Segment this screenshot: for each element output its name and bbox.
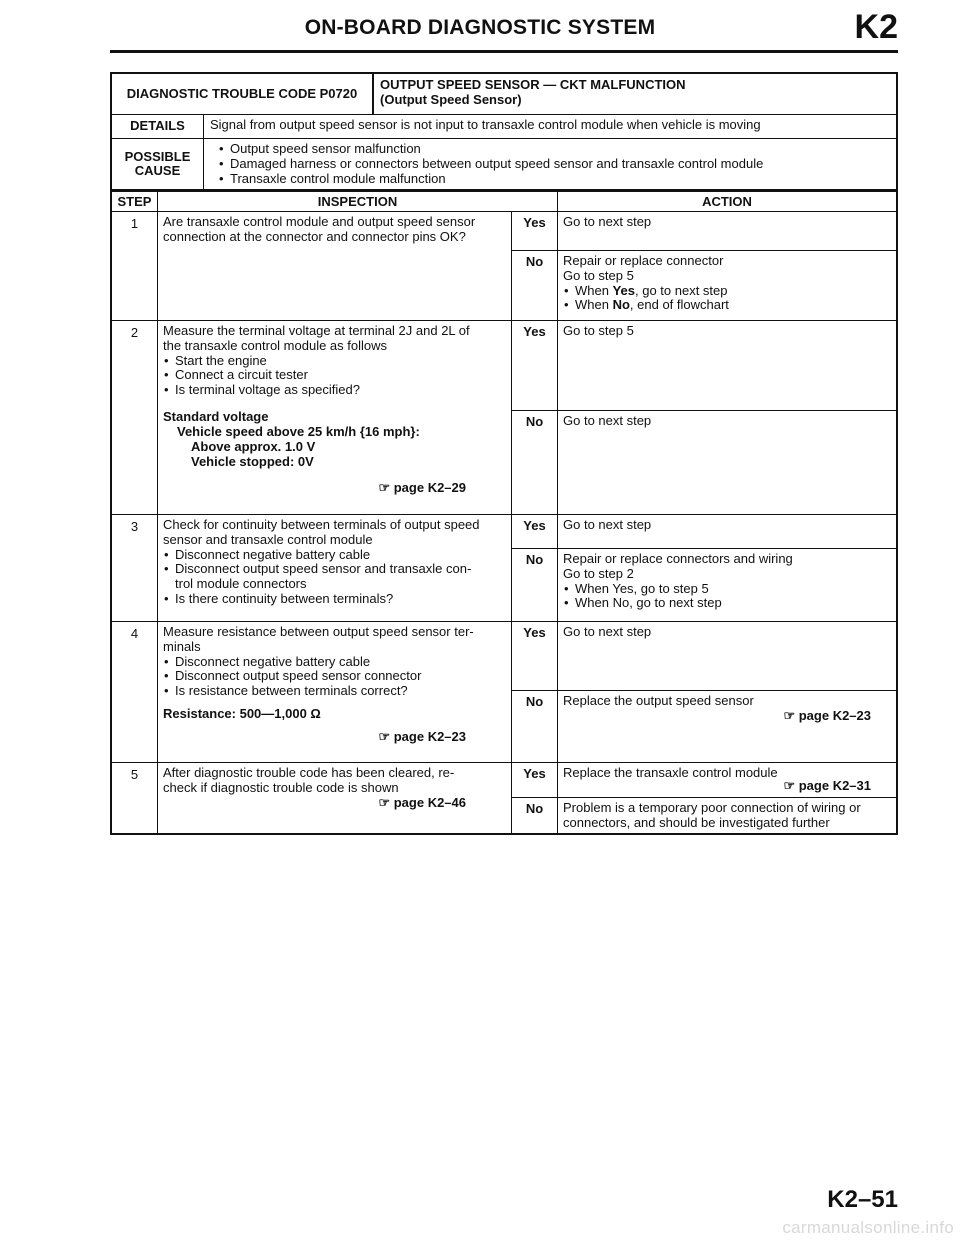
step-actions (512, 515, 896, 621)
step-actions (512, 622, 896, 762)
action-bullet: • When Yes, go to next step (575, 284, 891, 299)
action-line: Problem is a temporary poor connection of wiring or (563, 800, 861, 815)
action-bullet: • When No, go to next step (575, 596, 891, 611)
possible-cause-label-1: POSSIBLE (124, 148, 191, 164)
col-inspection-header: INSPECTION (158, 192, 558, 211)
step-number: 4 (112, 622, 158, 762)
step-inspection (158, 321, 512, 514)
result-label: No (512, 251, 558, 320)
action-bullet: • When Yes, go to step 5 (575, 582, 891, 597)
step-number: 3 (112, 515, 158, 621)
spec-line: Vehicle stopped: 0V (191, 453, 314, 469)
inspection-line: sensor and transaxle control module (163, 531, 373, 547)
inspection-line: Check for continuity between terminals of output speed (163, 517, 480, 532)
action-text (558, 798, 896, 834)
action-text (558, 691, 896, 762)
action-no (512, 251, 896, 320)
action-bullet: • When No, end of flowchart (575, 298, 891, 313)
step-row-3 (112, 515, 896, 622)
action-text: Go to next step (563, 214, 652, 229)
cause-item: • Transaxle control module malfunction (230, 172, 763, 187)
possible-cause-label (112, 139, 204, 189)
possible-cause-label-2: CAUSE (134, 163, 181, 178)
action-no (512, 798, 896, 834)
inspection-bullet: • Is there continuity between terminals? (175, 592, 506, 607)
step-inspection (158, 212, 512, 320)
inspection-bullet: • Connect a circuit tester (175, 368, 506, 383)
inspection-line: Measure resistance between output speed sensor ter- (163, 624, 474, 639)
spec-line: Above approx. 1.0 V (191, 438, 316, 454)
details-row (112, 115, 896, 139)
inspection-bullet: • Disconnect negative battery cable (175, 655, 506, 670)
action-line: connectors, and should be investigated further (563, 814, 830, 830)
action-no (512, 691, 896, 762)
watermark: carmanualsonline.info (782, 1218, 954, 1237)
details-text: Signal from output speed sensor is not input to transaxle control module when vehicle is moving (210, 117, 761, 132)
dtc-title-line2: (Output Speed Sensor) (380, 91, 522, 107)
inspection-line: the transaxle control module as follows (163, 337, 388, 353)
inspection-bullet: • Disconnect output speed sensor connector (175, 669, 506, 684)
page-reference: ☞ page K2–31 (783, 777, 871, 793)
inspection-bullet: • Is terminal voltage as specified? (175, 383, 506, 398)
action-text (558, 549, 896, 621)
action-yes (512, 763, 896, 798)
action-line: Replace the transaxle control module (563, 765, 778, 780)
step-row-2 (112, 321, 896, 515)
step-number: 5 (112, 763, 158, 833)
inspection-bullet: • Disconnect negative battery cable (175, 548, 506, 563)
result-label: Yes (512, 622, 558, 690)
result-label: Yes (512, 212, 558, 250)
step-inspection (158, 622, 512, 762)
action-line: Replace the output speed sensor (563, 693, 754, 708)
standard-voltage-spec (163, 410, 506, 469)
inspection-line: After diagnostic trouble code has been cleared, re- (163, 765, 455, 780)
page-title: ON-BOARD DIAGNOSTIC SYSTEM (304, 16, 656, 39)
action-line: Go to step 5 (563, 267, 634, 283)
action-line: Go to step 2 (563, 565, 634, 581)
cause-item: • Output speed sensor malfunction (230, 142, 763, 157)
header-rule (110, 50, 898, 53)
action-yes (512, 212, 896, 251)
inspection-bullet: • Is resistance between terminals correct? (175, 684, 506, 699)
inspection-bullet: • Start the engine (175, 354, 506, 369)
action-yes (512, 622, 896, 691)
result-label: Yes (512, 763, 558, 797)
table-header (112, 192, 896, 212)
page-reference: ☞ page K2–46 (378, 794, 466, 810)
inspection-table (110, 190, 898, 835)
page-reference: ☞ page K2–29 (378, 480, 466, 496)
page-number: K2–51 (827, 1186, 898, 1213)
possible-cause-list (204, 139, 769, 189)
step-inspection (158, 763, 512, 833)
step-number: 1 (112, 212, 158, 320)
result-label: No (512, 411, 558, 514)
page-reference: ☞ page K2–23 (783, 707, 871, 723)
action-text: Go to step 5 (563, 323, 634, 338)
action-text: Go to next step (563, 413, 652, 428)
step-actions (512, 321, 896, 514)
dtc-title (374, 74, 692, 114)
cause-item: • Damaged harness or connectors between output speed sensor and transaxle control module (230, 157, 763, 172)
action-line: Repair or replace connector (563, 253, 724, 268)
step-row-4 (112, 622, 896, 763)
action-no (512, 549, 896, 621)
dtc-title-line1: OUTPUT SPEED SENSOR — CKT MALFUNCTION (380, 77, 686, 92)
result-label: Yes (512, 321, 558, 410)
step-row-1 (112, 212, 896, 321)
step-inspection (158, 515, 512, 621)
resistance-spec: Resistance: 500—1,000 Ω (163, 706, 321, 722)
page-reference: ☞ page K2–23 (378, 728, 466, 744)
result-label: No (512, 549, 558, 621)
inspection-line: Measure the terminal voltage at terminal 2J and 2L of (163, 323, 470, 338)
inspection-line: connection at the connector and connector pins OK? (163, 228, 466, 244)
action-no (512, 411, 896, 514)
possible-cause-row (112, 139, 896, 189)
inspection-line: check if diagnostic trouble code is shown (163, 779, 399, 795)
action-text (558, 251, 896, 320)
dtc-code-label: DIAGNOSTIC TROUBLE CODE P0720 (112, 74, 374, 114)
section-code: K2 (854, 8, 898, 46)
inspection-bullet: • Disconnect output speed sensor and transaxle con- trol module connectors (175, 562, 506, 592)
spec-line: Standard voltage (163, 409, 269, 425)
action-text: Go to next step (563, 624, 652, 639)
dtc-code-row (112, 74, 896, 115)
step-actions (512, 212, 896, 320)
step-actions (512, 763, 896, 833)
details-label: DETAILS (112, 115, 204, 138)
inspection-line: Are transaxle control module and output speed sensor (163, 214, 476, 229)
spec-line: Vehicle speed above 25 km/h {16 mph}: (177, 423, 420, 439)
step-row-5 (112, 763, 896, 833)
step-number: 2 (112, 321, 158, 514)
inspection-line: minals (163, 638, 201, 654)
dtc-header-block (110, 72, 898, 191)
action-text (558, 763, 896, 797)
action-text: Go to next step (563, 517, 652, 532)
action-yes (512, 321, 896, 411)
result-label: Yes (512, 515, 558, 548)
action-yes (512, 515, 896, 549)
result-label: No (512, 691, 558, 762)
col-step-header: STEP (112, 192, 158, 211)
col-action-header: ACTION (702, 194, 752, 209)
action-line: Repair or replace connectors and wiring (563, 551, 793, 566)
result-label: No (512, 798, 558, 834)
